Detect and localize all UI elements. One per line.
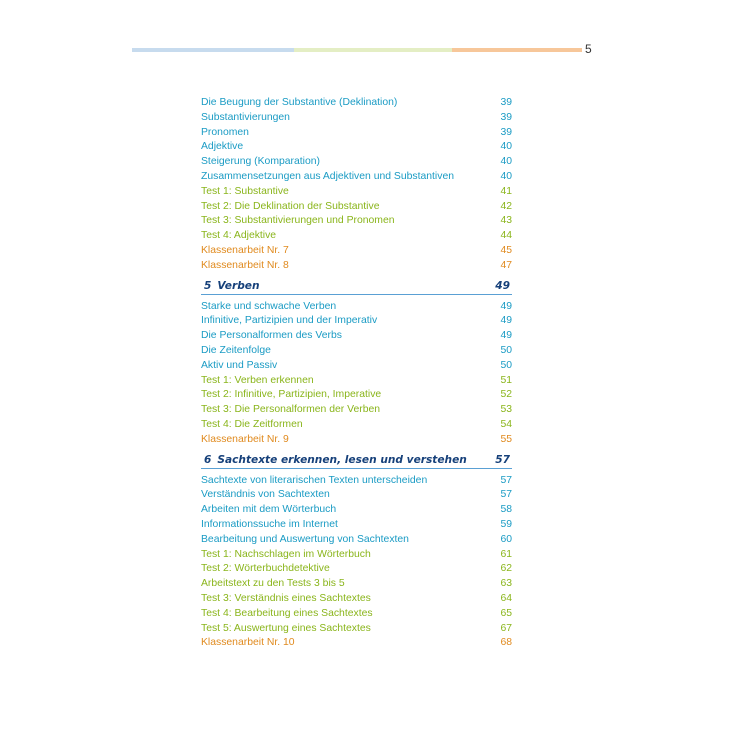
toc-entry-page: 59 [500,518,512,530]
toc-entry[interactable] [201,622,512,637]
toc-entry[interactable] [201,200,512,215]
toc-entry[interactable] [201,592,512,607]
toc-entry[interactable] [201,607,512,622]
chapter-heading-6[interactable] [201,452,512,469]
toc-section-chapter-5 [201,300,512,448]
toc-entry[interactable] [201,214,512,229]
toc-entry-title: Verständnis von Sachtexten [201,489,330,501]
toc-entry-page: 58 [500,504,512,516]
toc-entry-title: Starke und schwache Verben [201,300,337,312]
toc-entry[interactable] [201,155,512,170]
toc-entry-title: Bearbeitung und Auswertung von Sachtexten [201,533,409,545]
header-bar-blue-segment [132,48,294,52]
toc-entry[interactable] [201,488,512,503]
chapter-title [204,278,260,294]
toc-entry-title: Arbeitstext zu den Tests 3 bis 5 [201,578,345,590]
toc-entry-page: 47 [500,259,512,271]
toc-entry-page: 50 [500,359,512,371]
toc-entry-page: 43 [500,215,512,227]
toc-entry-page: 51 [500,374,512,386]
toc-entry[interactable] [201,388,512,403]
toc-entry-title: Die Beugung der Substantive (Deklination) [201,97,398,108]
toc-entry-title: Klassenarbeit Nr. 9 [201,433,289,445]
toc-entry-page: 63 [500,578,512,590]
toc-entry-title: Klassenarbeit Nr. 10 [201,637,295,649]
toc-entry[interactable] [201,359,512,374]
toc-entry-title: Aktiv und Passiv [201,359,278,371]
toc-entry-title: Test 3: Die Personalformen der Verben [201,404,381,416]
toc-entry-page: 55 [500,433,512,445]
toc-entry[interactable] [201,433,512,448]
toc-section-chapter-6 [201,474,512,652]
toc-entry[interactable] [201,140,512,155]
toc-entry-page: 50 [500,344,512,356]
toc-entry-title: Test 5: Auswertung eines Sachtextes [201,622,371,634]
toc-entry-page: 44 [500,230,512,242]
toc-entry-title: Klassenarbeit Nr. 7 [201,244,289,256]
toc-entry-page: 40 [500,170,512,182]
toc-entry-page: 39 [500,97,512,108]
toc-entry[interactable] [201,518,512,533]
toc-entry-page: 45 [500,244,512,256]
toc-entry[interactable] [201,418,512,433]
toc-section-top [201,96,512,274]
toc-entry-title: Pronomen [201,126,249,138]
toc-entry-page: 49 [500,300,512,312]
toc-entry-page: 61 [500,548,512,560]
toc-entry-title: Test 3: Verständnis eines Sachtextes [201,592,371,604]
toc-entry-page: 41 [500,185,512,197]
toc-entry-page: 49 [500,315,512,327]
toc-entry-page: 53 [500,404,512,416]
toc-entry[interactable] [201,244,512,259]
chapter-page: 49 [495,279,510,292]
toc-entry-page: 68 [500,637,512,649]
toc-entry-title: Test 1: Nachschlagen im Wörterbuch [201,548,371,560]
toc-entry-title: Test 2: Infinitive, Partizipien, Imperative [201,389,382,401]
toc-entry-page: 40 [500,141,512,153]
toc-entry[interactable] [201,403,512,418]
toc-entry[interactable] [201,229,512,244]
toc-entry-title: Die Zeitenfolge [201,344,271,356]
toc-entry-title: Adjektive [201,141,244,153]
toc-entry[interactable] [201,562,512,577]
toc-entry-title: Test 4: Die Zeitformen [201,418,303,430]
toc-entry-page: 60 [500,533,512,545]
toc-entry[interactable] [201,185,512,200]
table-of-contents [201,96,512,651]
toc-entry-title: Test 2: Die Deklination der Substantive [201,200,380,212]
toc-entry[interactable] [201,577,512,592]
toc-entry-page: 52 [500,389,512,401]
toc-entry-title: Zusammensetzungen aus Adjektiven und Substantiven [201,170,454,182]
toc-entry[interactable] [201,126,512,141]
toc-entry[interactable] [201,503,512,518]
header-color-bar [132,48,582,52]
toc-entry-title: Test 1: Substantive [201,185,289,197]
toc-entry-page: 42 [500,200,512,212]
toc-entry-page: 39 [500,126,512,138]
toc-entry[interactable] [201,636,512,651]
toc-entry-page: 62 [500,563,512,575]
toc-entry-title: Substantivierungen [201,111,290,123]
toc-entry[interactable] [201,533,512,548]
toc-entry-title: Klassenarbeit Nr. 8 [201,259,289,271]
toc-entry[interactable] [201,111,512,126]
toc-entry[interactable] [201,300,512,315]
toc-entry[interactable] [201,259,512,274]
toc-entry-title: Test 2: Wörterbuchdetektive [201,563,330,575]
toc-entry-page: 57 [500,489,512,501]
header-bar-green-segment [294,48,452,52]
toc-entry-page: 64 [500,592,512,604]
toc-entry[interactable] [201,474,512,489]
chapter-title [204,452,467,468]
toc-entry-title: Arbeiten mit dem Wörterbuch [201,504,337,516]
chapter-title-text: Verben [217,279,260,292]
toc-entry-title: Informationssuche im Internet [201,518,338,530]
toc-entry-title: Sachtexte von literarischen Texten unterscheiden [201,474,428,486]
chapter-number: 5 [204,279,212,292]
chapter-number: 6 [204,453,212,466]
toc-entry[interactable] [201,548,512,563]
toc-entry[interactable] [201,329,512,344]
toc-entry-page: 49 [500,330,512,342]
toc-entry-page: 54 [500,418,512,430]
toc-entry-page: 39 [500,111,512,123]
toc-entry-page: 40 [500,156,512,168]
toc-entry-title: Test 4: Adjektive [201,230,277,242]
toc-entry-page: 57 [500,474,512,486]
chapter-title-text: Sachtexte erkennen, lesen und verstehen [217,453,467,466]
toc-entry[interactable] [201,374,512,389]
toc-entry-page: 67 [500,622,512,634]
toc-entry-page: 65 [500,607,512,619]
toc-entry-title: Test 1: Verben erkennen [201,374,314,386]
toc-entry-title: Steigerung (Komparation) [201,156,320,168]
toc-entry-title: Die Personalformen des Verbs [201,330,342,342]
toc-entry-title: Infinitive, Partizipien und der Imperativ [201,315,378,327]
toc-entry[interactable] [201,96,512,111]
toc-entry[interactable] [201,344,512,359]
toc-entry-title: Test 4: Bearbeitung eines Sachtextes [201,607,373,619]
toc-entry[interactable] [201,170,512,185]
chapter-heading-5[interactable] [201,278,512,295]
page-number: 5 [585,42,592,56]
toc-entry[interactable] [201,314,512,329]
toc-entry-title: Test 3: Substantivierungen und Pronomen [201,215,395,227]
header-bar-orange-segment [452,48,582,52]
chapter-page: 57 [495,453,510,466]
